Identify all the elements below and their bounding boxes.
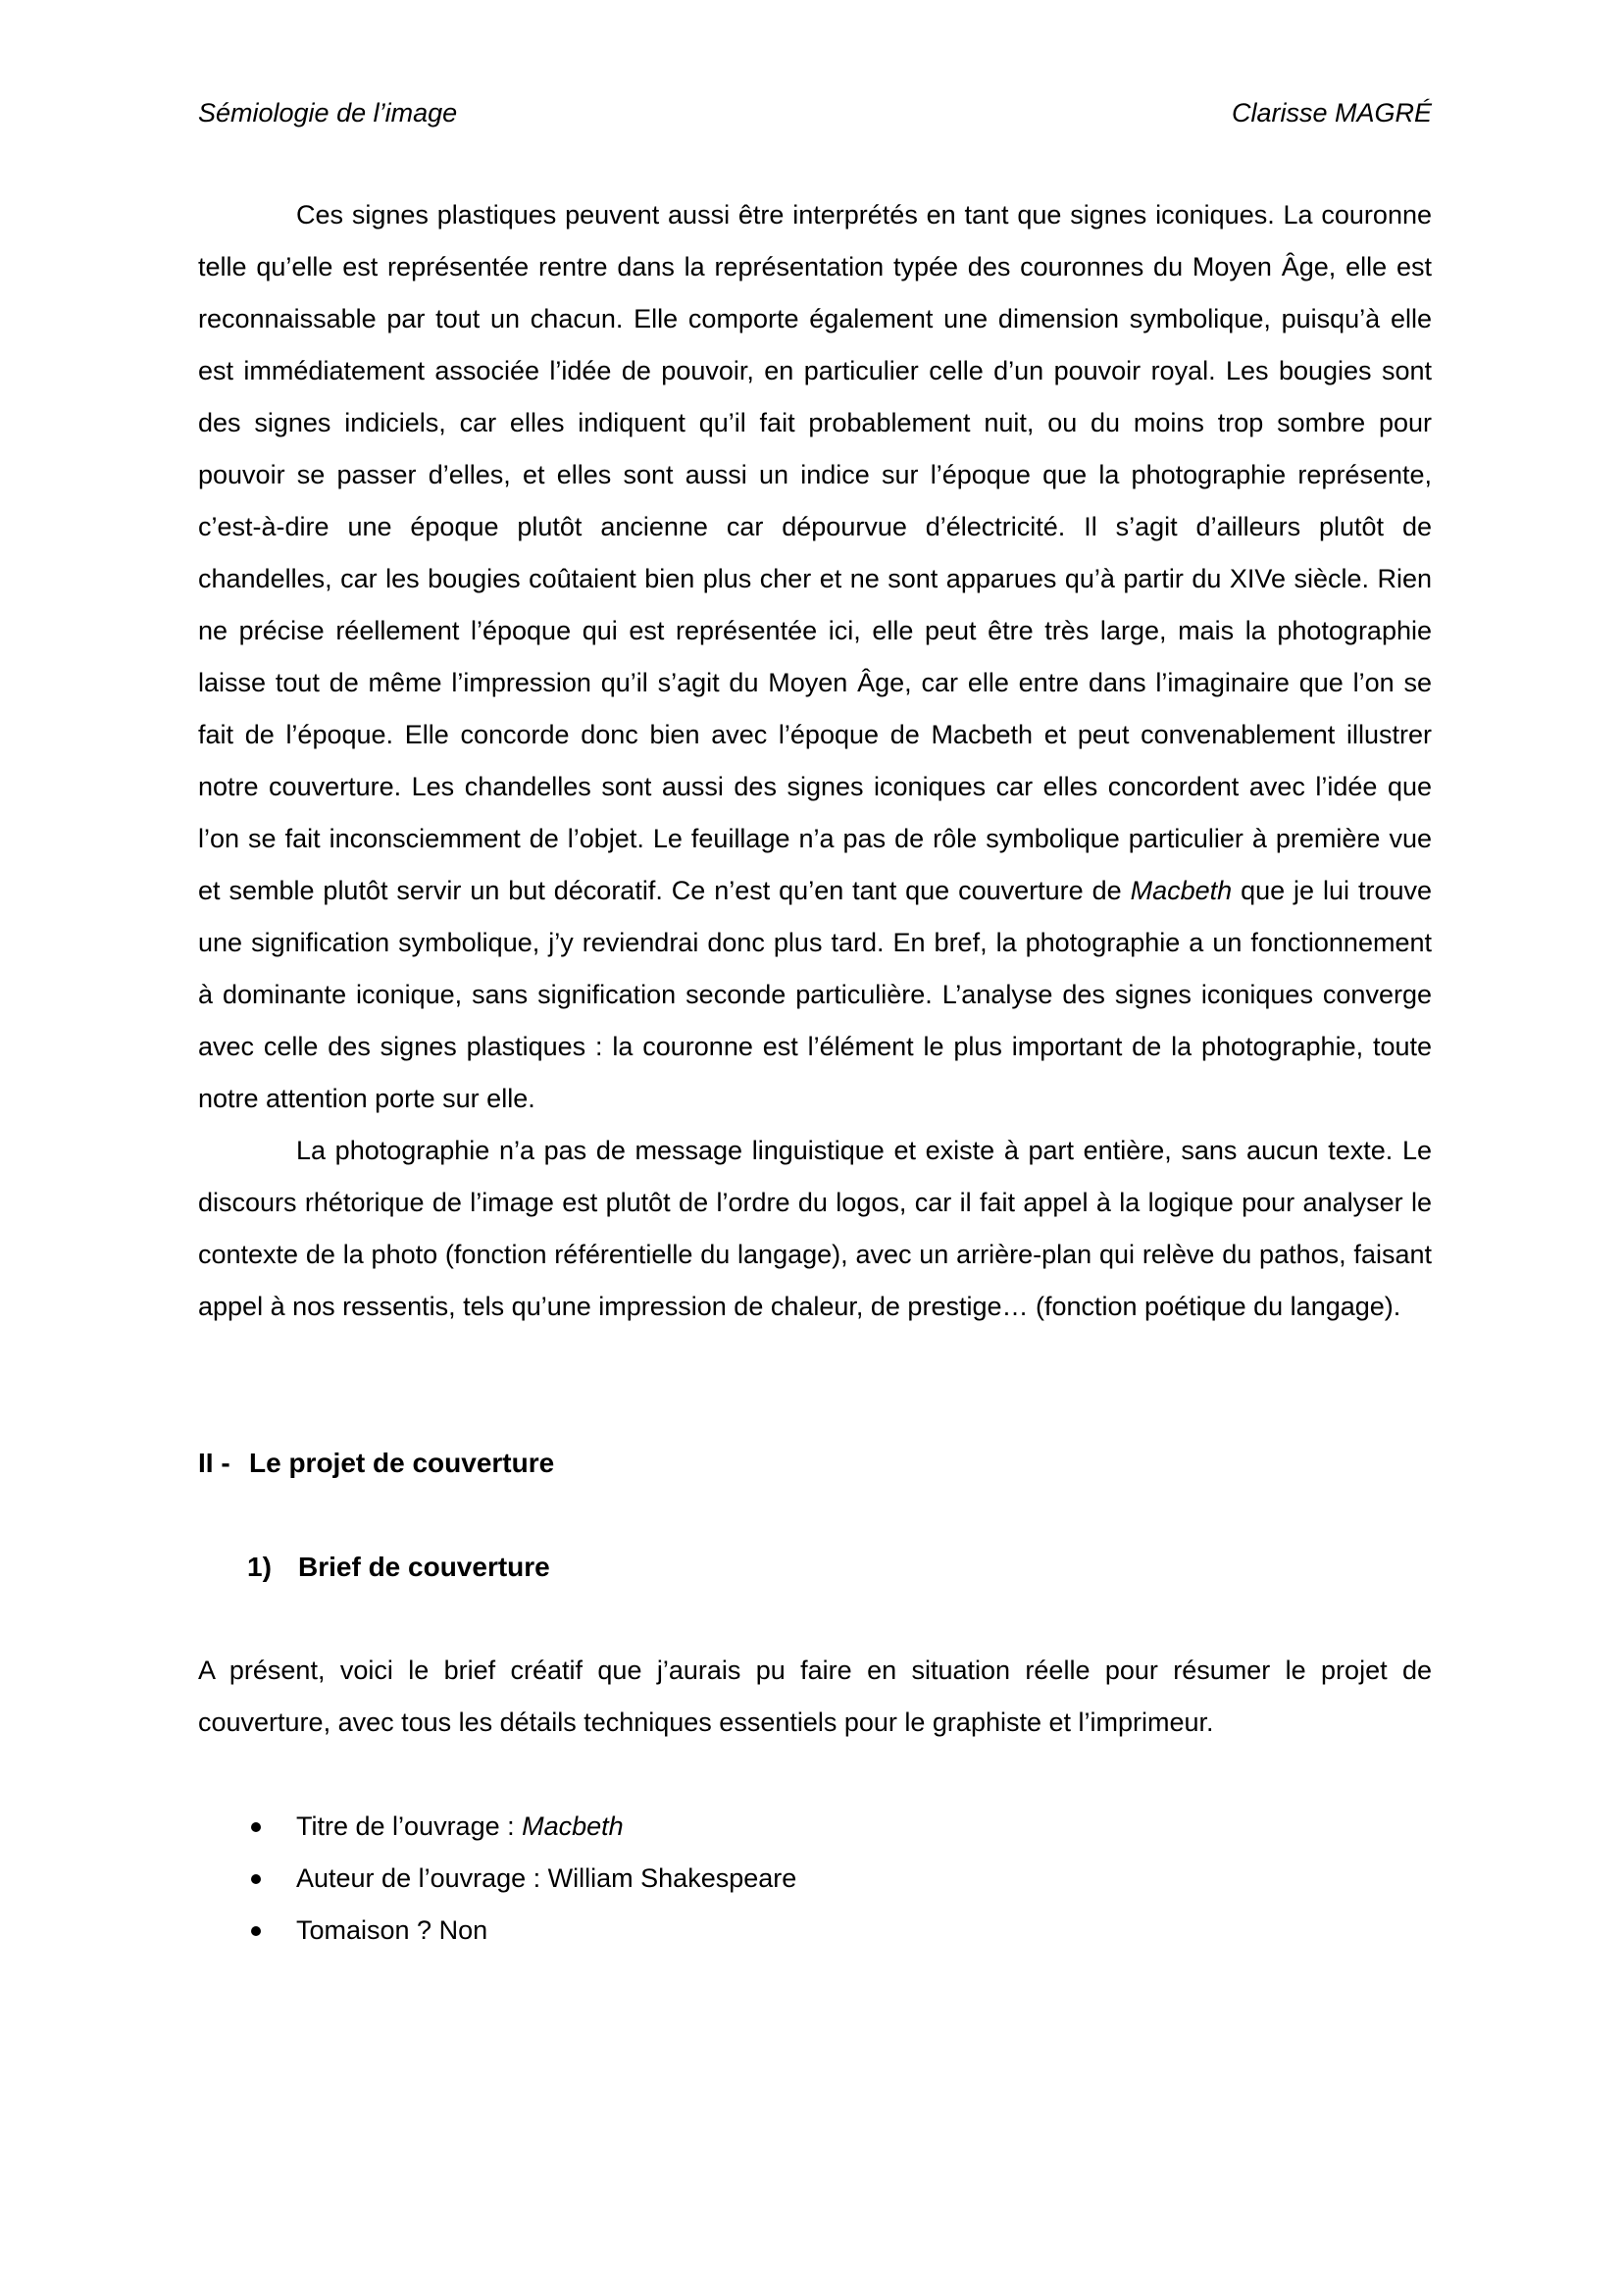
subsection-number: 1) [247,1552,272,1582]
subsection-heading [198,1541,1432,1593]
header-course-title: Sémiologie de l’image [198,98,458,127]
document-body [198,189,1432,1957]
bullet-icon [251,1874,261,1884]
brief-list [198,1801,1432,1957]
subsection-title: Brief de couverture [298,1552,550,1582]
list-item: Auteur de l’ouvrage : William Shakespeare [198,1853,1432,1905]
section-title: Le projet de couverture [249,1448,555,1478]
paragraph-rhetoric: La photographie n’a pas de message linguistique et existe à part entière, sans aucun texte. Le discours rhétorique de l’image est plutôt de l’ordre du logos, car il fait appel à la logique pour analyser le contexte de la photo (fonction référentielle du langage), avec un arrière-plan qui relève du pathos, faisant appel à nos ressentis, tels qu’une impression de chaleur, de prestige… (fonction poétique du langage). [198,1136,1432,1321]
paragraph-brief-intro: A présent, voici le brief créatif que j’aurais pu faire en situation réelle pour résumer le projet de couverture, avec tous les détails techniques essentiels pour le graphiste et l’imprimeur. [198,1656,1432,1737]
bullet-icon [251,1822,261,1832]
bullet-icon [251,1926,261,1936]
section-heading [198,1437,1432,1489]
paragraph-iconic-signs: Ces signes plastiques peuvent aussi être interprétés en tant que signes iconiques. La couronne telle qu’elle est représentée rentre dans la représentation typée des couronnes du Moyen Âge, elle est reconnaissable par tout un chacun. Elle comporte également une dimension symbolique, puisqu’à elle est immédiatement associée l’idée de pouvoir, en particulier celle d’un pouvoir royal. Les bougies sont des signes indiciels, car elles indiquent qu’il fait probablement nuit, ou du moins trop sombre pour pouvoir se passer d’elles, et elles sont aussi un indice sur l’époque que la photographie représente, c’est-à-dire une époque plutôt ancienne car dépourvue d’électricité. Il s’agit d’ailleurs plutôt de chandelles, car les bougies coûtaient bien plus cher et ne sont apparues qu’à partir du XIVe siècle. Rien ne précise réellement l’époque qui est représentée ici, elle peut être très large, mais la photographie laisse tout de même l’impression qu’il s’agit du Moyen Âge, car elle entre dans l’imaginaire que l’on se fait de l’époque. Elle concorde donc bien avec l’époque de Macbeth et peut convenablement illustrer notre couverture. Les chandelles sont aussi des signes iconiques car elles concordent avec l’idée que l’on se fait inconsciemment de l’objet. Le feuillage n’a pas de rôle symbolique particulier à première vue et semble plutôt servir un but décoratif. Ce n’est qu’en tant que couverture de Macbeth que je lui trouve une signification symbolique, j’y reviendrai donc plus tard. En bref, la photographie a un fonctionnement à dominante iconique, sans signification seconde particulière. L’analyse des signes iconiques converge avec celle des signes plastiques : la couronne est l’élément le plus important de la photographie, toute notre attention porte sur elle. [198,200,1432,1113]
list-item: Tomaison ? Non [198,1905,1432,1957]
page-header [198,98,1432,128]
section-number: II - [198,1448,230,1478]
header-author: Clarisse MAGRÉ [1231,98,1432,127]
list-item: Titre de l’ouvrage : Macbeth [198,1801,1432,1853]
book-title: Macbeth [1130,876,1233,905]
